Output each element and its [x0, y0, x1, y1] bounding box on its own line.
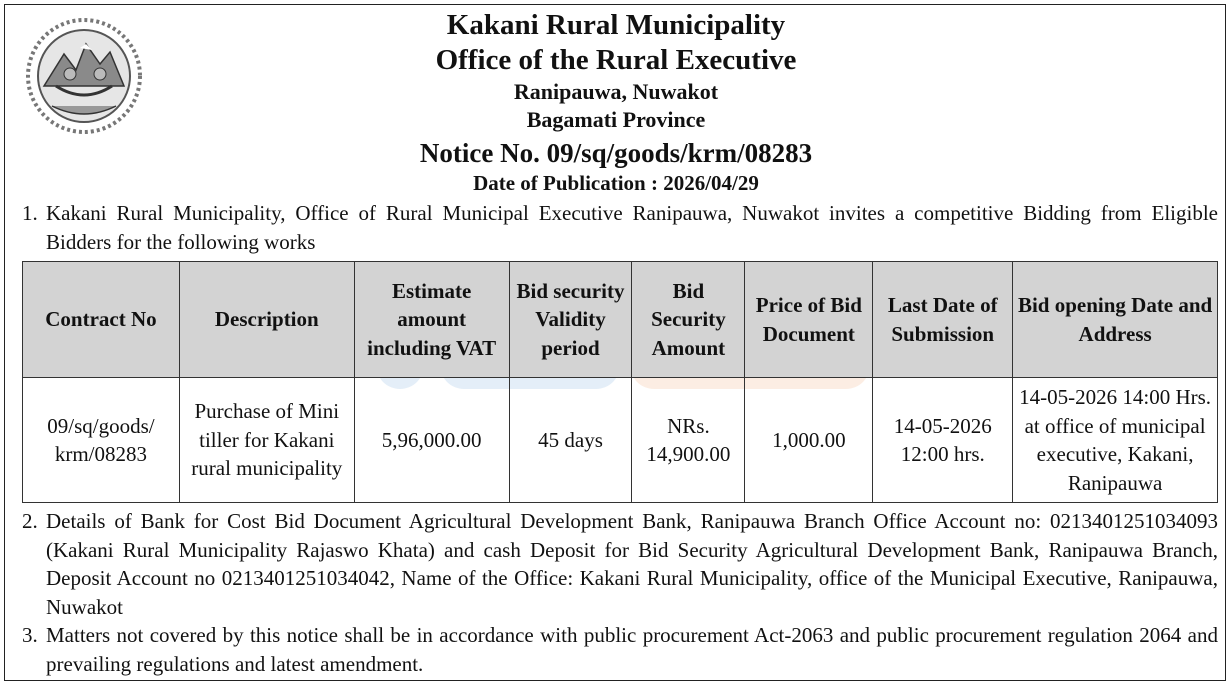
bid-table [22, 261, 1218, 503]
paragraph-number: 1. [22, 201, 38, 225]
column-header: Description [179, 262, 354, 378]
table-row [23, 378, 1218, 503]
estimate-amount-cell: 5,96,000.00 [354, 378, 509, 503]
office-address: Ranipauwa, Nuwakot [513, 79, 719, 104]
paragraph-1 [22, 199, 1218, 256]
paragraph-number: 3. [22, 623, 38, 647]
column-header: Bid Security Amount [632, 262, 745, 378]
document-price-cell: 1,000.00 [745, 378, 873, 503]
column-header: Last Date of Submission [873, 262, 1013, 378]
notice-number: Notice No. 09/sq/goods/krm/08283 [419, 138, 813, 168]
paragraph-text: Details of Bank for Cost Bid Document Agricultural Development Bank, Ranipauwa Branch Office Account no: 0213401251034093 (Kakani Rural Municipality Rajaswo Khata) and cash Deposit for Bid Security Agricultural Development Bank, Ranipauwa Branch, Deposit Account no 0213401251034042, Name of the Office: Kakani Rural Municipality, office of the Municipal Executive, Ranipauwa, Nuwakot [46, 509, 1218, 619]
column-header: Bid opening Date and Address [1013, 262, 1218, 378]
column-header: Price of Bid Document [745, 262, 873, 378]
column-header: Bid security Validity period [509, 262, 632, 378]
paragraph-text: Matters not covered by this notice shall be in accordance with public procurement Act-2063 and public procurement regulation 2064 and prevailing regulations and latest amendment. [46, 623, 1218, 676]
paragraph-text: Kakani Rural Municipality, Office of Rural Municipal Executive Ranipauwa, Nuwakot invites a competitive Bidding from Eligible Bidders for the following works [46, 201, 1218, 254]
contract-no-cell: 09/sq/goods/ krm/08283 [23, 378, 180, 503]
paragraph-number: 2. [22, 509, 38, 533]
security-amount-cell: NRs. 14,900.00 [632, 378, 745, 503]
submission-date-cell: 14-05-2026 12:00 hrs. [873, 378, 1013, 503]
publication-date: Date of Publication : 2026/04/29 [473, 171, 759, 195]
paragraph-2 [22, 507, 1218, 621]
table-header-row [23, 262, 1218, 378]
column-header: Contract No [23, 262, 180, 378]
municipality-title: Kakani Rural Municipality [446, 9, 786, 41]
notice-header [0, 8, 1232, 196]
province-name: Bagamati Province [526, 107, 706, 132]
validity-period-cell: 45 days [509, 378, 632, 503]
opening-date-cell: 14-05-2026 14:00 Hrs. at office of municipal executive, Kakani, Ranipauwa [1013, 378, 1218, 503]
office-title: Office of the Rural Executive [435, 44, 797, 76]
column-header: Estimate amount including VAT [354, 262, 509, 378]
description-cell: Purchase of Mini tiller for Kakani rural municipality [179, 378, 354, 503]
paragraph-3 [22, 621, 1218, 678]
